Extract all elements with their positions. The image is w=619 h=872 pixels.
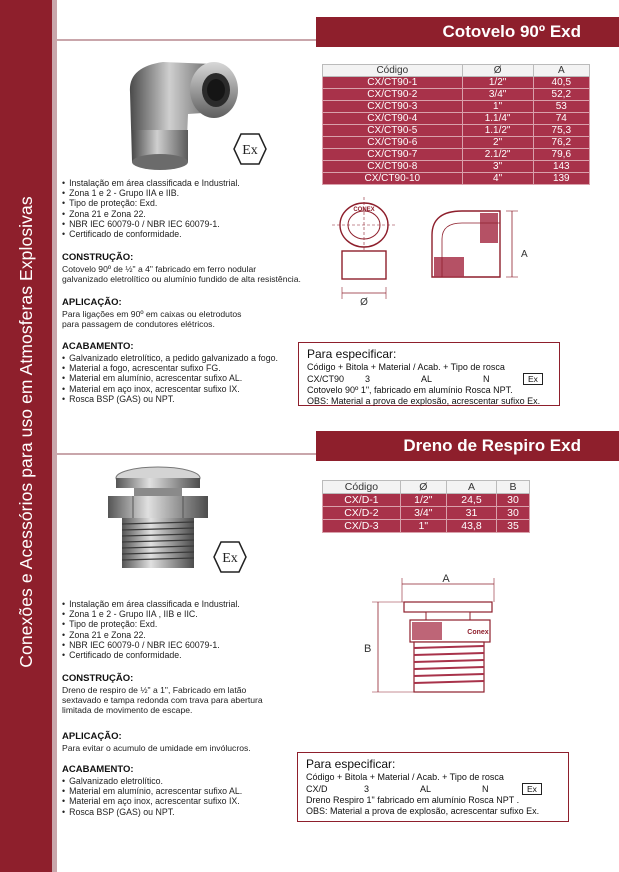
list-item: • Galvanizado eletrolítico. <box>62 776 302 786</box>
table-cell: 30 <box>497 494 530 507</box>
specify-obs: OBS: Material a prova de explosão, acrescentar sufixo Ex. <box>306 806 540 816</box>
list-item: • Material em alumínio, acrescentar sufixo AL. <box>62 786 302 796</box>
acabamento-list <box>62 353 302 404</box>
table-cell: 1.1/4" <box>462 113 533 125</box>
table-cell: CX/CT90-8 <box>323 161 463 173</box>
list-item: • Material em aço inox, acrescentar sufixo IX. <box>62 384 302 394</box>
table-row <box>323 137 590 149</box>
table-cell: 31 <box>446 507 496 520</box>
list-item: • Material a fogo, acrescentar sufixo FG. <box>62 363 302 373</box>
specify-ex-box: Ex <box>522 783 542 795</box>
table-cell: 30 <box>497 507 530 520</box>
specify-code-row <box>306 783 560 795</box>
table-cell: 1" <box>400 520 446 533</box>
table-header-row <box>323 481 530 494</box>
aplicacao-text <box>62 743 322 753</box>
a-dimension-label: A <box>521 249 528 260</box>
table-header-cell: A <box>446 481 496 494</box>
table-cell: 75,3 <box>533 125 589 137</box>
text-line: sextavado e tampa redonda com trava para abertura <box>62 695 263 706</box>
table-cell: 52,2 <box>533 89 589 101</box>
brand-label: CONEX <box>353 207 375 213</box>
table-cell: 2.1/2" <box>462 149 533 161</box>
table-cell: 3" <box>462 161 533 173</box>
table-row <box>323 161 590 173</box>
diameter-label: Ø <box>360 297 368 308</box>
specify-title: Para especificar: <box>306 757 396 771</box>
table-header-cell: A <box>533 65 589 77</box>
table-row <box>323 173 590 185</box>
list-item: • Material em alumínio, acrescentar sufixo AL. <box>62 373 302 383</box>
table-cell: CX/CT90-6 <box>323 137 463 149</box>
table-header-cell: Ø <box>400 481 446 494</box>
table-cell: 76,2 <box>533 137 589 149</box>
table-header-cell: Código <box>323 481 401 494</box>
section1-title: Cotovelo 90º Exd <box>316 17 619 47</box>
atex-symbol-text: Ex <box>222 551 238 566</box>
specify-ex-box: Ex <box>523 373 543 385</box>
text-line: Para evitar o acumulo de umidade em invólucros. <box>62 743 251 753</box>
table-header-cell: B <box>497 481 530 494</box>
table-cell: CX/D-2 <box>323 507 401 520</box>
table-cell: 143 <box>533 161 589 173</box>
specify-bitola: 3 <box>365 373 371 384</box>
table-cell: 1/2" <box>462 77 533 89</box>
list-item: • Tipo de proteção: Exd. <box>62 619 312 629</box>
acabamento-list <box>62 776 302 817</box>
list-item: • Tipo de proteção: Exd. <box>62 198 312 208</box>
table-cell: 53 <box>533 101 589 113</box>
table-cell: CX/CT90-3 <box>323 101 463 113</box>
construcao-text <box>62 685 322 716</box>
table-header-cell: Código <box>323 65 463 77</box>
section2-title: Dreno de Respiro Exd <box>316 431 619 461</box>
atex-hexagon-icon <box>232 132 268 166</box>
table-cell: CX/D-1 <box>323 494 401 507</box>
table-header-row <box>323 65 590 77</box>
table-cell: 74 <box>533 113 589 125</box>
drain-features-list <box>62 599 312 660</box>
brand-label: Conex <box>467 629 489 636</box>
specify-material: AL <box>420 783 432 794</box>
specify-example: Dreno Respiro 1" fabricado em alumínio Rosca NPT . <box>306 795 520 805</box>
text-line: para passagem de condutores elétricos. <box>62 319 215 330</box>
table-cell: 35 <box>497 520 530 533</box>
text-line: limitada de movimento de escape. <box>62 705 193 716</box>
specify-code-row <box>307 373 551 385</box>
list-item: • Certificado de conformidade. <box>62 229 312 239</box>
table-row <box>323 89 590 101</box>
list-item: • Zona 21 e Zona 22. <box>62 209 312 219</box>
specify-rosca: N <box>483 373 490 384</box>
list-item: • NBR IEC 60079-0 / NBR IEC 60079-1. <box>62 219 312 229</box>
table-cell: CX/CT90-5 <box>323 125 463 137</box>
list-item: • Instalação em área classificada e Industrial. <box>62 599 312 609</box>
table-cell: 2" <box>462 137 533 149</box>
sidebar-accent-strip <box>52 0 57 872</box>
acabamento-heading: ACABAMENTO: <box>62 341 134 352</box>
atex-hexagon-icon <box>212 540 248 574</box>
list-item: • Rosca BSP (GAS) ou NPT. <box>62 394 302 404</box>
table-cell: 139 <box>533 173 589 185</box>
list-item: • Material em aço inox, acrescentar sufixo IX. <box>62 796 302 806</box>
a-dimension-label: A <box>442 573 450 585</box>
table-row <box>323 113 590 125</box>
table-row <box>323 149 590 161</box>
table-cell: CX/CT90-1 <box>323 77 463 89</box>
specify-code: CX/CT90 <box>307 373 345 384</box>
aplicacao-heading: APLICAÇÃO: <box>62 731 122 742</box>
table-cell: CX/D-3 <box>323 520 401 533</box>
drain-spec-table <box>322 480 530 533</box>
text-line: Dreno de respiro de ½" a 1", Fabricado em latão <box>62 685 247 695</box>
specify-header-line: Código + Bitola + Material / Acab. + Tipo de rosca <box>307 362 505 372</box>
list-item: • Galvanizado eletrolítico, a pedido galvanizado a fogo. <box>62 353 302 363</box>
construcao-text <box>62 264 322 284</box>
table-cell: 4" <box>462 173 533 185</box>
table-cell: CX/CT90-10 <box>323 173 463 185</box>
table-cell: 3/4" <box>400 507 446 520</box>
table-cell: 1/2" <box>400 494 446 507</box>
list-item: • Certificado de conformidade. <box>62 650 312 660</box>
table-header-cell: Ø <box>462 65 533 77</box>
table-cell: 79,6 <box>533 149 589 161</box>
drain-technical-drawing <box>358 572 508 722</box>
text-line: galvanizado eletrolítico ou alumínio fundido de alta resistência. <box>62 274 301 285</box>
list-item: • NBR IEC 60079-0 / NBR IEC 60079-1. <box>62 640 312 650</box>
specify-example: Cotovelo 90º 1", fabricado em alumínio Rosca NPT. <box>307 385 513 395</box>
table-cell: 43,8 <box>446 520 496 533</box>
construcao-heading: CONSTRUÇÃO: <box>62 252 134 263</box>
elbow-spec-table <box>322 64 590 185</box>
list-item: • Zona 1 e 2 - Grupo IIA , IIB e IIC. <box>62 609 312 619</box>
b-dimension-label: B <box>364 643 372 655</box>
table-cell: 24,5 <box>446 494 496 507</box>
construcao-heading: CONSTRUÇÃO: <box>62 673 134 684</box>
list-item: • Zona 21 e Zona 22. <box>62 630 312 640</box>
drain-specify-box <box>297 752 569 822</box>
specify-material: AL <box>421 373 433 384</box>
table-row <box>323 494 530 507</box>
table-row <box>323 507 530 520</box>
table-cell: 1" <box>462 101 533 113</box>
specify-obs: OBS: Material a prova de explosão, acrescentar sufixo Ex. <box>307 396 541 406</box>
table-cell: CX/CT90-4 <box>323 113 463 125</box>
aplicacao-heading: APLICAÇÃO: <box>62 297 122 308</box>
elbow-technical-drawing <box>322 195 592 315</box>
elbow-features-list <box>62 178 312 239</box>
specify-bitola: 3 <box>364 783 370 794</box>
elbow-specify-box <box>298 342 560 406</box>
table-cell: CX/CT90-2 <box>323 89 463 101</box>
table-row <box>323 77 590 89</box>
table-row <box>323 125 590 137</box>
specify-header-line: Código + Bitola + Material / Acab. + Tipo de rosca <box>306 772 504 782</box>
list-item: • Rosca BSP (GAS) ou NPT. <box>62 807 302 817</box>
table-row <box>323 520 530 533</box>
table-cell: 1.1/2" <box>462 125 533 137</box>
sidebar-vertical-title: Conexões e Acessórios para uso em Atmosferas Explosivas <box>16 196 36 668</box>
text-line: Para ligações em 90º em caixas ou eletrodutos <box>62 309 242 319</box>
aplicacao-text <box>62 309 322 329</box>
list-item: • Instalação em área classificada e Industrial. <box>62 178 312 188</box>
acabamento-heading: ACABAMENTO: <box>62 764 134 775</box>
specify-title: Para especificar: <box>307 347 397 361</box>
atex-symbol-text: Ex <box>242 143 258 158</box>
table-cell: 40,5 <box>533 77 589 89</box>
list-item: • Zona 1 e 2 - Grupo IIA e IIB. <box>62 188 312 198</box>
specify-rosca: N <box>482 783 489 794</box>
drain-photo <box>98 462 218 577</box>
text-line: Cotovelo 90º de ½" a 4" fabricado em ferro nodular <box>62 264 257 274</box>
table-cell: CX/CT90-7 <box>323 149 463 161</box>
specify-code: CX/D <box>306 783 328 794</box>
table-cell: 3/4" <box>462 89 533 101</box>
table-row <box>323 101 590 113</box>
